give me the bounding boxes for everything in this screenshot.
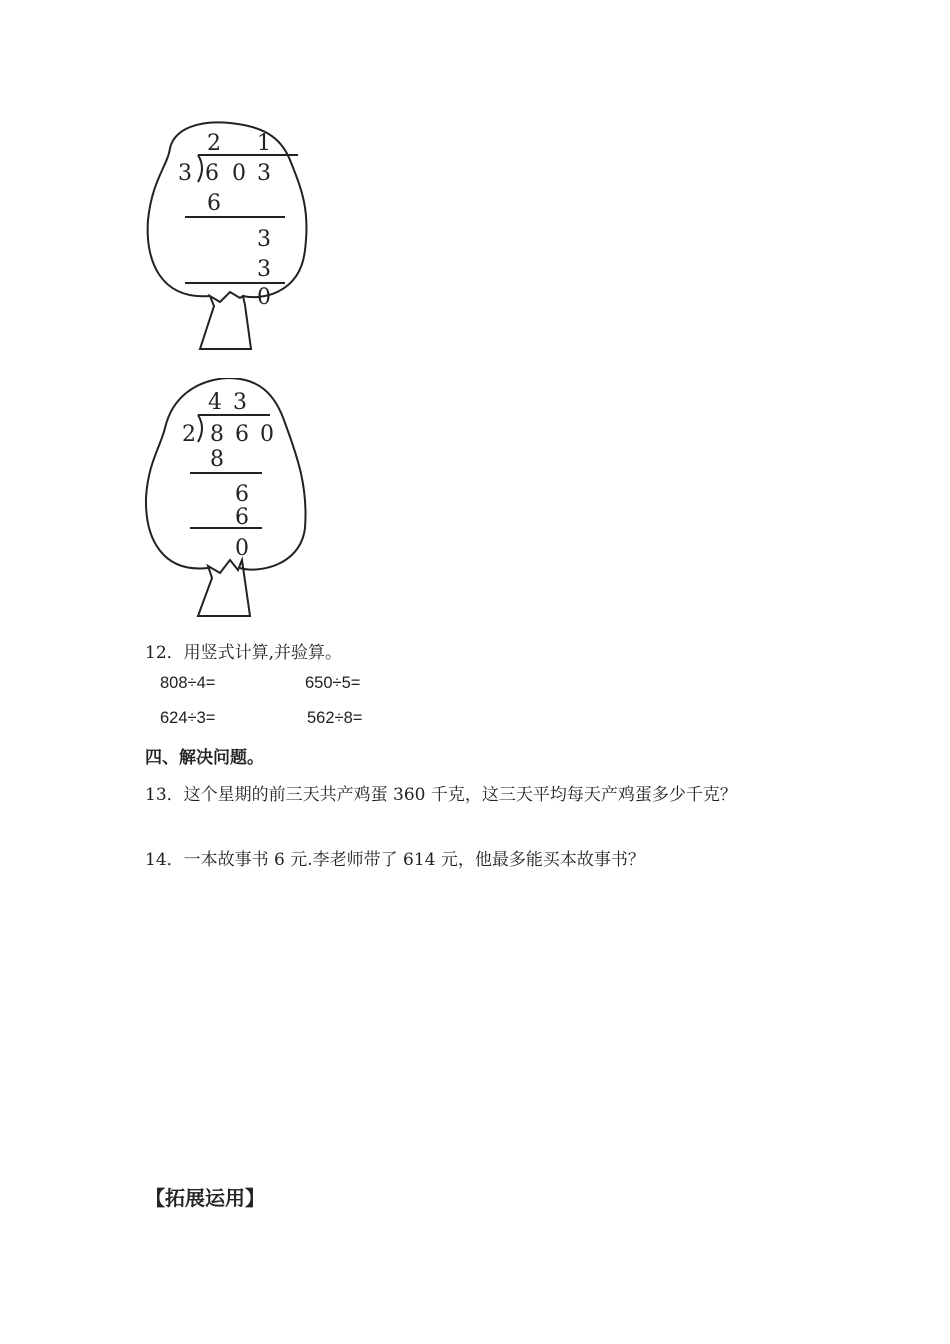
divisor: 2 bbox=[182, 422, 196, 447]
question-13: 13．这个星期的前三天共产鸡蛋 360 千克，这三天平均每天产鸡蛋多少千克？ bbox=[145, 785, 737, 805]
step-digit: 6 bbox=[207, 191, 221, 216]
divisor: 3 bbox=[178, 161, 192, 186]
quotient-digit: 1 bbox=[257, 131, 271, 156]
expression-624-div-3: 624÷3= bbox=[160, 709, 216, 727]
step-digit: 3 bbox=[257, 257, 271, 282]
tree-division-2 bbox=[140, 378, 315, 618]
dividend-digit: 6 bbox=[235, 422, 249, 447]
quotient-digit: 4 bbox=[208, 390, 222, 415]
tree-drawing bbox=[140, 378, 315, 618]
step-digit: 0 bbox=[235, 536, 249, 561]
step-digit: 0 bbox=[257, 285, 271, 310]
step-digit: 6 bbox=[235, 505, 249, 530]
dividend-digit: 0 bbox=[232, 161, 246, 186]
section-4-title: 四、解决问题。 bbox=[145, 748, 264, 768]
tree-drawing bbox=[140, 120, 315, 355]
tree-trunk bbox=[200, 292, 251, 349]
quotient-digit: 3 bbox=[233, 390, 247, 415]
question-12: 12．用竖式计算,并验算。 bbox=[145, 643, 343, 663]
tree-division-1 bbox=[140, 120, 315, 355]
quotient-digit: 2 bbox=[207, 131, 221, 156]
tree-crown-outline bbox=[148, 122, 307, 297]
question-14: 14．一本故事书 6 元.李老师带了 614 元，他最多能买本故事书？ bbox=[145, 850, 645, 870]
step-digit: 6 bbox=[235, 482, 249, 507]
dividend-digit: 0 bbox=[260, 422, 274, 447]
dividend-digit: 3 bbox=[257, 161, 271, 186]
expression-808-div-4: 808÷4= bbox=[160, 674, 216, 692]
dividend-digit: 8 bbox=[210, 422, 224, 447]
expression-650-div-5: 650÷5= bbox=[305, 674, 361, 692]
expression-562-div-8: 562÷8= bbox=[307, 709, 363, 727]
extension-title: 【拓展运用】 bbox=[145, 1186, 265, 1210]
step-digit: 8 bbox=[210, 447, 224, 472]
step-digit: 3 bbox=[257, 227, 271, 252]
dividend-digit: 6 bbox=[205, 161, 219, 186]
